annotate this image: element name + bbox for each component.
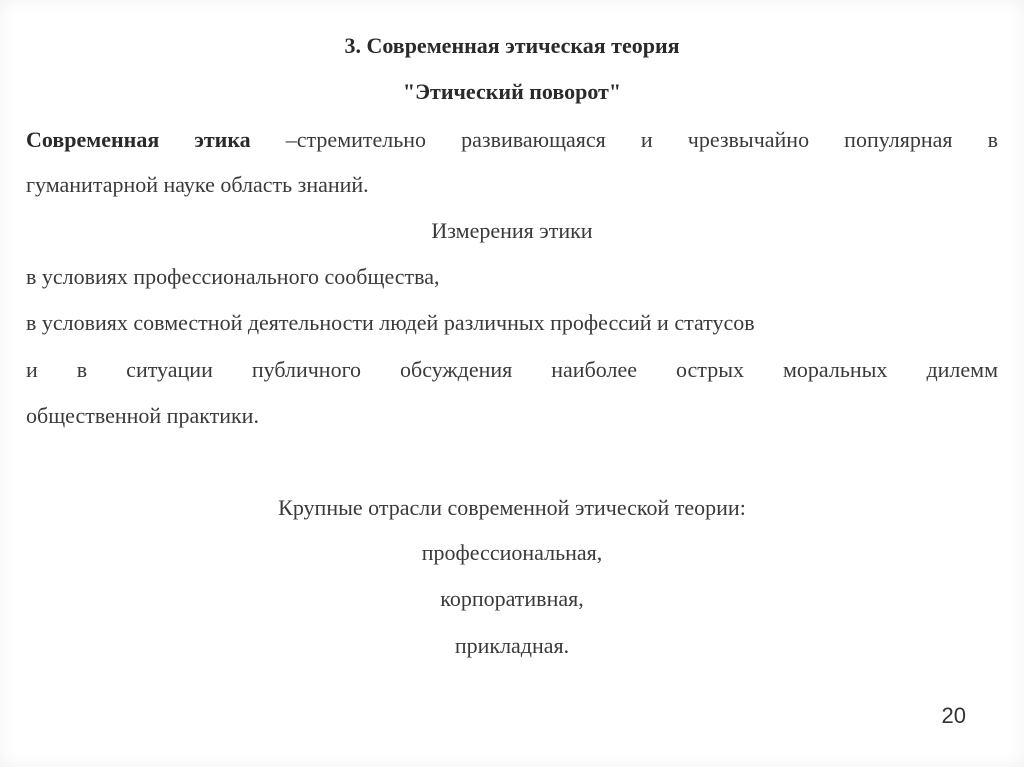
intro-paragraph-line-1 bbox=[26, 127, 998, 153]
slide-title: 3. Современная этическая теория bbox=[344, 33, 680, 58]
intro-term: Современная этика bbox=[26, 127, 251, 152]
intro-definition: –стремительно развивающаяся и чрезвычайно популярная в bbox=[285, 127, 999, 152]
intro-paragraph-line-2: гуманитарной науке область знаний. bbox=[26, 172, 369, 197]
branch-item-applied: прикладная. bbox=[454, 633, 570, 658]
dimension-item-3-line-1: и в ситуации публичного обсуждения наиболее острых моральных дилемм bbox=[26, 357, 998, 382]
slide-subtitle: "Этический поворот" bbox=[402, 79, 622, 104]
page-number: 20 bbox=[941, 703, 966, 728]
branch-item-corporate: корпоративная, bbox=[440, 586, 584, 611]
dimension-item-3-line-2: общественной практики. bbox=[26, 403, 259, 428]
branch-item-professional: профессиональная, bbox=[421, 540, 603, 565]
dimensions-heading: Измерения этики bbox=[431, 218, 593, 243]
branches-heading: Крупные отрасли современной этической теории: bbox=[278, 495, 746, 520]
dimension-item-2: в условиях совместной деятельности людей различных профессий и статусов bbox=[26, 310, 755, 335]
dimension-item-1: в условиях профессионального сообщества, bbox=[26, 264, 440, 289]
